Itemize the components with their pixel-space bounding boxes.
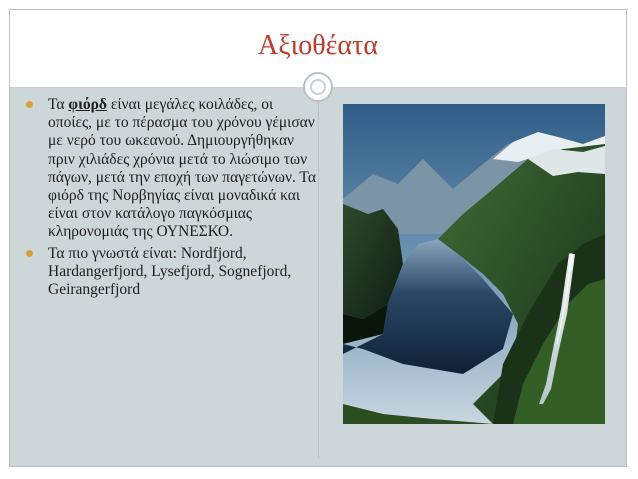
bullet-dot-icon	[26, 101, 33, 108]
bullet-item	[26, 245, 316, 300]
bullet-dot-icon	[26, 250, 33, 257]
bullet-text-post: είναι μεγάλες κοιλάδες, οι οποίες, με το πέρασμα του χρόνου γέμισαν με νερό του ωκεανού. Δημιουργήθηκαν πριν χιλιάδες χρόνια μετά το λιώσιμο των πάγων, μετά την εποχή των παγετώνων. Τα φιόρδ της Νορβηγίας είναι μοναδικά και είναι στον κατάλογο παγκόσμιας κληρονομιάς της ΟΥΝΕΣΚΟ.	[48, 96, 316, 241]
slide-title: Αξιοθέατα	[258, 30, 378, 61]
fjord-photo	[343, 104, 605, 424]
column-divider	[318, 88, 319, 458]
bullet-text-pre: Τα	[48, 96, 69, 113]
bullet-list	[26, 96, 316, 302]
bullet-emphasis: φιόρδ	[68, 96, 107, 113]
fjord-image	[343, 104, 605, 424]
bullet-item	[26, 96, 316, 242]
bullet-text: Τα πιο γνωστά είναι: Nordfjord, Hardangerfjord, Lysefjord, Sognefjord, Geirangerfjord	[48, 244, 292, 299]
